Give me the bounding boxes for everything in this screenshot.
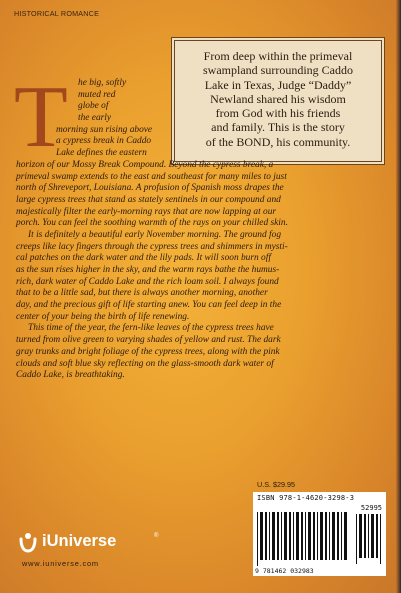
excerpt-line: globe of xyxy=(78,101,109,112)
publisher-url[interactable]: www.iuniverse.com xyxy=(22,559,99,568)
excerpt-line: cal patches on the dark water and the lily pads. It will soon burn off xyxy=(16,253,271,264)
blurb-line: Newland shared his wisdom xyxy=(210,91,346,106)
excerpt-line: north of Shreveport, Louisiana. A profusion of Spanish moss drapes the xyxy=(16,183,284,194)
excerpt-line: day, and the precious gift of life starting anew. You can feel deep in the xyxy=(16,300,282,311)
excerpt-line: as the sun rises higher in the sky, and the warm rays bathe the humus- xyxy=(16,265,280,275)
genre-label: HISTORICAL ROMANCE xyxy=(14,9,100,18)
excerpt-line: primeval swamp extends to the east and southeast for many miles to just xyxy=(16,171,287,182)
registered-mark: ® xyxy=(154,533,159,539)
excerpt-line: that to be a little sad, but there is always another morning, another xyxy=(16,288,268,299)
excerpt-line: gray trunks and bright foliage of the cypress trees, along with the pink xyxy=(16,346,280,357)
excerpt-line: creeps like lacy fingers through the cypress trees and shimmers in mysti- xyxy=(16,241,288,252)
cover-edge xyxy=(396,0,401,593)
barcode-bars xyxy=(257,512,351,566)
publisher-name: iUniverse xyxy=(42,532,117,550)
excerpt-line: a cypress break in Caddo xyxy=(56,136,152,147)
isbn-barcode xyxy=(253,492,386,576)
blurb-line: From deep within the primeval xyxy=(203,49,353,63)
excerpt-line: turned from olive green to varying shades of yellow and rust. The dark xyxy=(16,335,281,346)
excerpt-line: rich, dark water of Caddo Lake and the rich loam soil. I always found xyxy=(16,276,279,287)
excerpt-line: Lake defines the eastern xyxy=(56,148,147,159)
excerpt-line: large cypress trees that stand as stately sentinels in our compound and xyxy=(16,194,281,205)
blurb-line: Lake in Texas, Judge “Daddy” xyxy=(204,77,352,92)
excerpt-line: center of your being the birth of life renewing. xyxy=(16,311,190,322)
excerpt-line: he big, softly xyxy=(78,78,127,88)
isbn-number: ISBN 978-1-4620-3298-3 xyxy=(257,494,355,502)
addon-barcode-bars xyxy=(356,514,383,564)
excerpt-line: morning sun rising above xyxy=(56,124,153,135)
excerpt-line: porch. You can feel the soothing warmth of the rays on your chilled skin. xyxy=(16,218,288,229)
blurb-line: and family. This is the story xyxy=(211,120,345,135)
price-code: 52995 xyxy=(360,504,382,512)
drop-cap: T xyxy=(14,69,68,166)
ean-digits: 9 781462 032983 xyxy=(255,567,314,575)
excerpt-line: This time of the year, the fern-like leaves of the cypress trees have xyxy=(28,323,274,334)
blurb-line: swampland surrounding Caddo xyxy=(203,63,353,78)
excerpt-line: Caddo Lake, is breathtaking. xyxy=(16,370,125,381)
blurb-line: of the BOND, his community. xyxy=(205,134,351,149)
excerpt-line: the early xyxy=(78,113,112,124)
excerpt-line: muted red xyxy=(78,89,116,100)
blurb-line: from God with his friends xyxy=(215,106,341,121)
excerpt-line: clouds and soft blue sky reflecting on the glass-smooth dark water of xyxy=(16,358,274,369)
excerpt-line: It is definitely a beautiful early November morning. The ground fog xyxy=(28,229,282,240)
excerpt-line: horizon of our Mossy Break Compound. Beyond the cypress break, a xyxy=(16,159,274,170)
iuniverse-logo-icon xyxy=(18,531,38,553)
excerpt-line: majestically filter the early-morning rays that are now lapping at our xyxy=(16,206,277,217)
price-label: U.S. $29.95 xyxy=(257,480,295,489)
